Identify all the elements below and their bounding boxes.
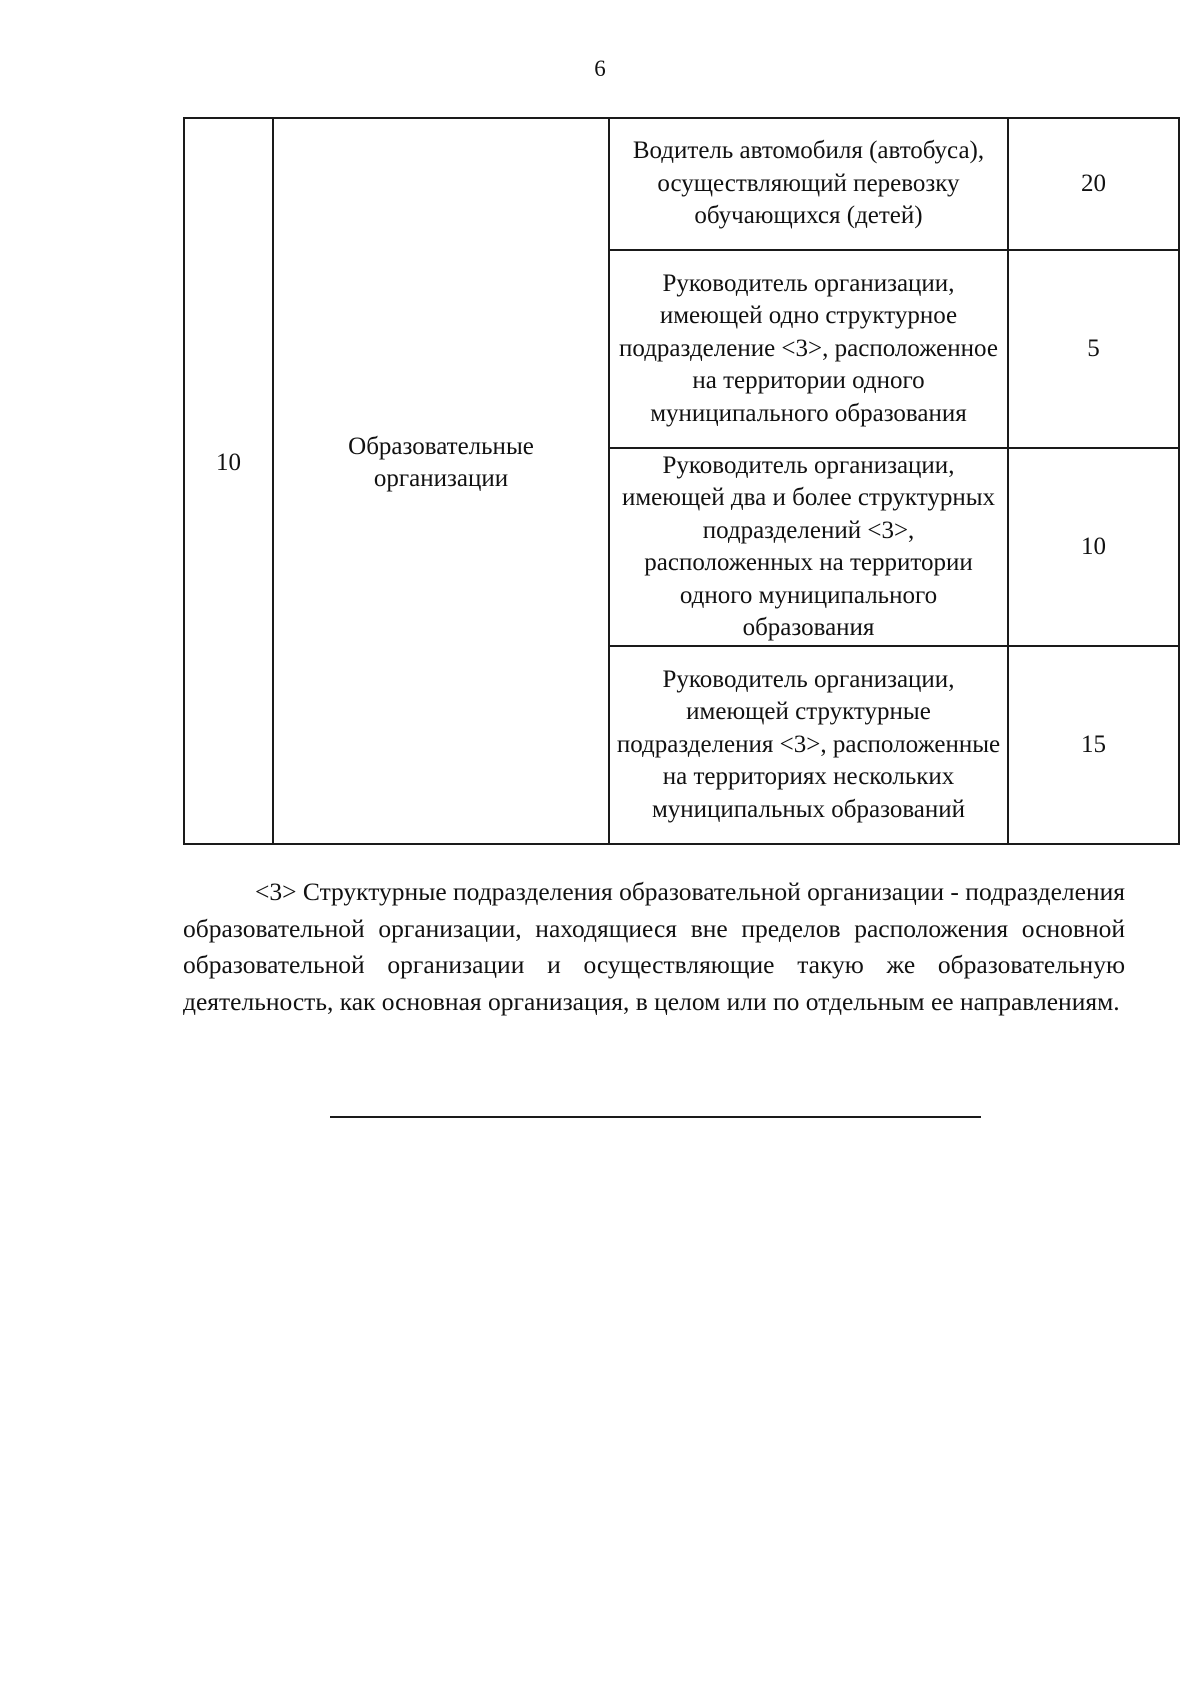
row-number-cell — [184, 118, 273, 844]
page-number: 6 — [594, 56, 606, 81]
footnote-text: <3> Структурные подразделения образовательной организации - подразделения образовательной организации, находящиеся вне пределов расположения основной образовательной организации и осуществляющие такую же образовательную деятельность, как основная организация, в целом или по отдельным ее направлениям. — [183, 877, 1125, 1016]
positions-table — [183, 117, 1180, 845]
position-cell: Руководитель организации, имеющей два и более структурных подразделений <3>, расположенных на территории одного муниципального образования — [609, 448, 1008, 646]
position-cell: Руководитель организации, имеющей структурные подразделения <3>, расположенные на территориях нескольких муниципальных образований — [609, 646, 1008, 844]
value-cell: 10 — [1008, 448, 1179, 646]
position-cell: Руководитель организации, имеющей одно структурное подразделение <3>, расположенное на территории одного муниципального образования — [609, 250, 1008, 448]
organization-type: Образовательные организации — [348, 432, 534, 492]
table-row — [184, 118, 1179, 250]
row-number: 10 — [216, 448, 241, 476]
organization-type-cell — [273, 118, 609, 844]
value-cell: 15 — [1008, 646, 1179, 844]
position-cell: Водитель автомобиля (автобуса), осуществляющий перевозку обучающихся (детей) — [609, 118, 1008, 250]
end-divider — [330, 1116, 981, 1118]
value-cell: 5 — [1008, 250, 1179, 448]
value-cell: 20 — [1008, 118, 1179, 250]
